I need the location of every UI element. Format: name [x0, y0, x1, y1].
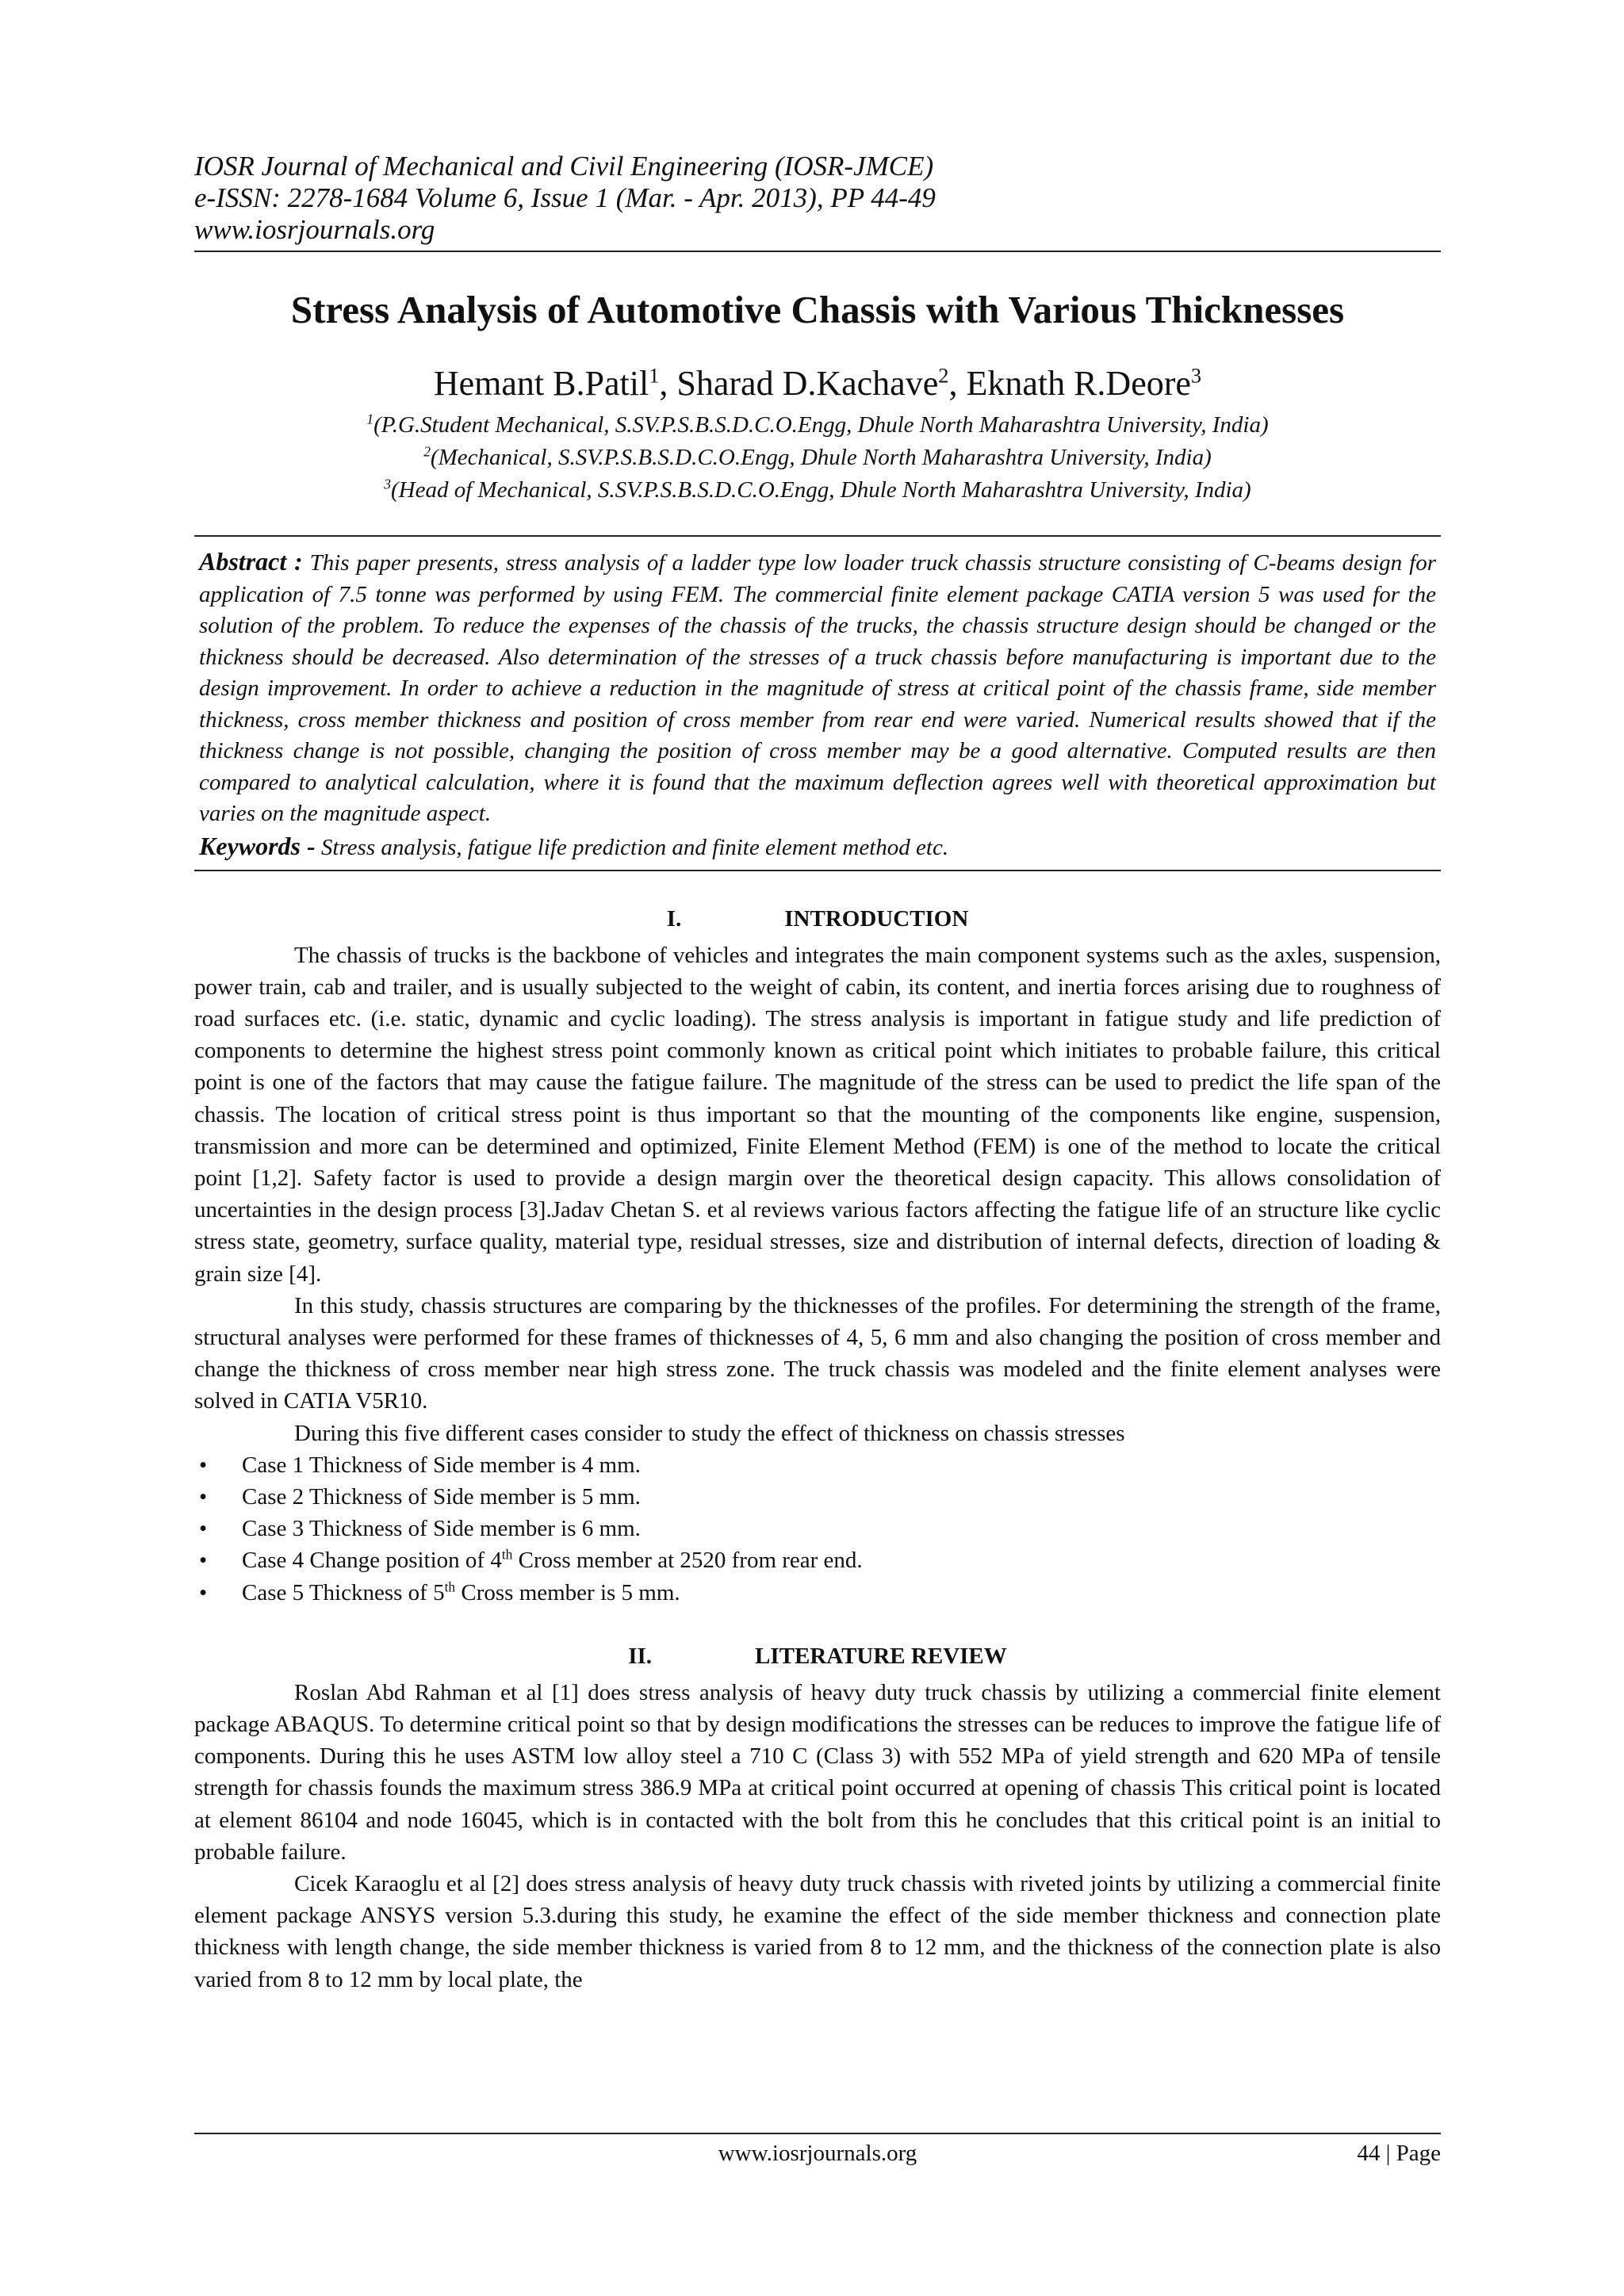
affiliation	[194, 474, 1441, 507]
affiliation-mark: 3	[384, 476, 391, 492]
page-footer	[194, 2133, 1441, 2169]
case-list	[194, 1449, 1441, 1609]
section-heading-literature-review	[194, 1640, 1441, 1672]
case-text: Case 4 Change position of 4	[242, 1548, 502, 1574]
section-heading-introduction	[194, 903, 1441, 935]
abstract-text: This paper presents, stress analysis of a ladder type low loader truck chassis structure consisting of C-beams design for application of 7.5 tonne was performed by using FEM. The commercial finite element package CATIA version 5 was used for the solution of the problem. To reduce the expenses of the chassis of the trucks, the chassis structure design should be changed or the thickness should be decreased. Also determination of the stresses of a truck chassis before manufacturing is important due to the design improvement. In order to achieve a reduction in the magnitude of stress at critical point of the chassis frame, side member thickness, cross member thickness and position of cross member from rear end were varied. Numerical results showed that if the thickness change is not possible, changing the position of cross member may be a good alternative. Computed results are then compared to analytical calculation, where it is found that the maximum deflection agrees well with theoretical approximation but varies on the magnitude aspect.	[199, 550, 1436, 826]
affiliation-text: (P.G.Student Mechanical, S.SV.P.S.B.S.D.C.O.Engg, Dhule North Maharashtra University, India)	[373, 412, 1269, 438]
affiliation	[194, 409, 1441, 442]
section-title-rest: EVIEW	[927, 1643, 1007, 1669]
keywords-label: Keywords -	[199, 831, 316, 860]
section-title-rest: ITERATURE	[770, 1643, 911, 1669]
bullet-icon: •	[199, 1579, 208, 1605]
affiliation	[194, 442, 1441, 474]
case-text-cont: Cross member is 5 mm.	[455, 1579, 680, 1605]
paragraph: Roslan Abd Rahman et al [1] does stress analysis of heavy duty truck chassis by utilizing a commercial finite element package ABAQUS. To determine critical point so that by design modifications the stresses can be reduces to improve the fatigue life of components. During this he uses ASTM low alloy steel a 710 C (Class 3) with 552 MPa of yield strength and 620 MPa of tensile strength for chassis founds the maximum stress 386.9 MPa at critical point occurred at opening of chassis This critical point is located at element 86104 and node 16045, which is in contacted with the bolt from this he concludes that this critical point is an initial to probable failure.	[194, 1679, 1441, 1865]
case-text: Case 3 Thickness of Side member is 6 mm.	[242, 1516, 641, 1542]
section-title-rest: NTRODUCTION	[793, 905, 969, 932]
bullet-icon: •	[199, 1548, 208, 1574]
author-affil-mark: 3	[1190, 363, 1202, 388]
case-text: Case 5 Thickness of 5	[242, 1579, 445, 1605]
journal-url[interactable]: www.iosrjournals.org	[194, 214, 435, 245]
paragraph: In this study, chassis structures are comparing by the thicknesses of the profiles. For determining the strength of the frame, structural analyses were performed for these frames of thicknesses of 4, 5, 6 mm and also changing the position of cross member and change the thickness of cross member near high stress zone. The truck chassis was modeled and the finite element analyses were solved in CATIA V5R10.	[194, 1292, 1441, 1414]
author-affil-mark: 2	[938, 363, 949, 388]
ordinal-suffix: th	[501, 1546, 513, 1563]
case-text: Case 1 Thickness of Side member is 4 mm.	[242, 1452, 641, 1478]
journal-issue: e-ISSN: 2278-1684 Volume 6, Issue 1 (Mar. - Apr. 2013), PP 44-49	[194, 182, 936, 213]
author-name: Eknath R.Deore	[966, 364, 1191, 403]
page-number: 44 | Page	[1357, 2141, 1441, 2166]
paper-title: Stress Analysis of Automotive Chassis with Various Thicknesses	[290, 288, 1345, 331]
journal-name: IOSR Journal of Mechanical and Civil Engineering (IOSR-JMCE)	[194, 151, 934, 182]
paragraph: The chassis of trucks is the backbone of vehicles and integrates the main component systems such as the axles, suspension, power train, cab and trailer, and is usually subjected to the weight of cabin, its content, and inertia forces arising due to roughness of road surfaces etc. (i.e. static, dynamic and cyclic loading). The stress analysis is important in fatigue study and life prediction of components to determine the highest stress point commonly known as critical point which initiates to probable failure, this critical point is one of the factors that may cause the fatigue failure. The magnitude of the stress can be used to predict the life span of the chassis. The location of critical stress point is thus important so that the mounting of the components like engine, suspension, transmission and more can be determined and optimized, Finite Element Method (FEM) is one of the method to locate the critical point [1,2]. Safety factor is used to provide a design margin over the theoretical design capacity. This allows consolidation of uncertainties in the design process [3].Jadav Chetan S. et al reviews various factors affecting the fatigue life of an structure like cyclic stress state, geometry, surface quality, material type, residual stresses, size and distribution of internal defects, direction of loading & grain size [4].	[194, 942, 1441, 1287]
affiliation-text: (Mechanical, S.SV.P.S.B.S.D.C.O.Engg, Dhule North Maharashtra University, India)	[430, 445, 1212, 470]
author-affil-mark: 1	[649, 363, 660, 388]
list-item	[194, 1577, 1441, 1609]
bullet-icon: •	[199, 1452, 208, 1478]
list-item	[194, 1449, 1441, 1481]
list-item	[194, 1481, 1441, 1513]
paragraph: Cicek Karaoglu et al [2] does stress analysis of heavy duty truck chassis with riveted joints by utilizing a commercial finite element package ANSYS version 5.3.during this study, he examine the effect of the side member thickness and connection plate thickness with length change, the side member thickness is varied from 8 to 12 mm, and the thickness of the connection plate is also varied from 8 to 12 mm by local plate, the	[194, 1870, 1441, 1992]
section-title-initial: I	[784, 905, 794, 932]
affiliation-mark: 2	[423, 443, 431, 460]
bullet-icon: •	[199, 1483, 208, 1510]
section-number: II.	[628, 1643, 653, 1669]
case-text-cont: Cross member at 2520 from rear end.	[512, 1548, 863, 1574]
footer-url[interactable]: www.iosrjournals.org	[718, 2141, 917, 2166]
keywords-text: Stress analysis, fatigue life prediction and finite element method etc.	[320, 834, 949, 860]
author-name: Sharad D.Kachave	[676, 364, 939, 403]
affiliation-mark: 1	[366, 411, 374, 427]
section-title-initial: L	[755, 1643, 771, 1669]
keywords	[199, 830, 1436, 863]
list-item	[194, 1513, 1441, 1544]
abstract-block	[194, 535, 1441, 871]
ordinal-suffix: th	[444, 1578, 456, 1594]
paragraph: During this five different cases consider to study the effect of thickness on chassis stresses	[294, 1420, 1125, 1446]
header-divider	[194, 251, 1441, 252]
paper-page	[194, 151, 1441, 2133]
journal-header	[194, 151, 1441, 252]
section-title-initial: R	[910, 1643, 928, 1669]
case-text: Case 2 Thickness of Side member is 5 mm.	[242, 1483, 641, 1510]
author-list	[194, 365, 1441, 403]
list-item	[194, 1544, 1441, 1576]
affiliation-list	[194, 409, 1441, 507]
section-number: I.	[666, 905, 682, 932]
abstract	[199, 546, 1436, 830]
author-separator: ,	[659, 364, 677, 403]
author-name: Hemant B.Patil	[433, 364, 649, 403]
affiliation-text: (Head of Mechanical, S.SV.P.S.B.S.D.C.O.Engg, Dhule North Maharashtra University, India)	[390, 477, 1251, 503]
abstract-label: Abstract :	[199, 547, 303, 576]
author-separator: ,	[948, 364, 967, 403]
bullet-icon: •	[199, 1516, 208, 1542]
